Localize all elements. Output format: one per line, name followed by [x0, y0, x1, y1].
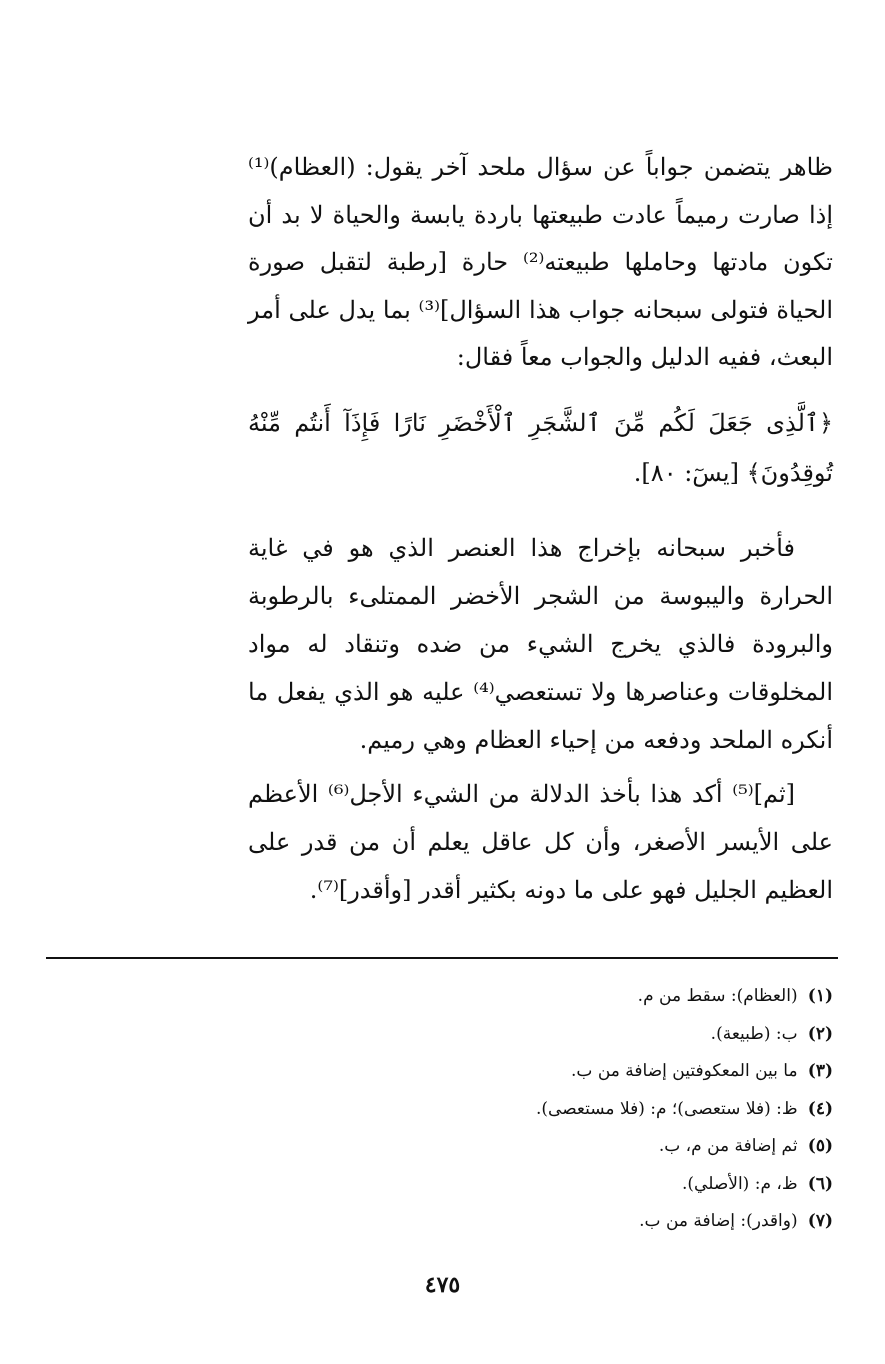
footnote-number: (٣)	[807, 1061, 833, 1081]
footnotes	[113, 978, 833, 1241]
footnote-text: ظ، م: (الأصلي).	[682, 1173, 798, 1194]
footnote-number: (٦)	[807, 1173, 833, 1194]
footnote-item	[113, 1203, 833, 1241]
footnote-text: ظ: (فلا ستعصى)؛ م: (فلا مستعصى).	[535, 1098, 798, 1119]
paragraph-2: فأخبر سبحانه بإخراج هذا العنصر الذي هو في غاية الحرارة واليبوسة من الشجر الأخضر الممتلىء بالرطوبة والبرودة فالذي يخرج الشيء من ضده وتنقاد له مواد المخلوقات وعناصرها ولا تستعصي⁽⁴⁾ عليه هو الذي يفعل ما أنكره الملحد ودفعه من إحياء العظام وهي رميم.	[248, 534, 833, 754]
footnote-item	[113, 1091, 833, 1129]
page-number: ٤٧٥	[424, 1272, 461, 1298]
footnote-text: ثم إضافة من م، ب.	[658, 1136, 798, 1156]
footnote-number: (٧)	[807, 1211, 833, 1231]
footnote-text: ما بين المعكوفتين إضافة من ب.	[571, 1061, 798, 1081]
footnote-text: (واقدر): إضافة من ب.	[639, 1211, 798, 1231]
footnote-text: ب: (طبيعة).	[710, 1023, 798, 1044]
quran-verse: ﴿ٱلَّذِى جَعَلَ لَكُم مِّنَ ٱلشَّجَرِ ٱلْأَخْضَرِ نَارًا فَإِذَآ أَنتُم مِّنْهُ تُوقِدُونَ﴾ [يسٓ: ٨٠].	[248, 409, 833, 487]
footnote-item	[113, 1053, 833, 1091]
footnote-number: (٤)	[807, 1098, 833, 1119]
footnote-item	[113, 978, 833, 1016]
footnote-number: (١)	[807, 986, 833, 1006]
footnote-divider	[46, 957, 838, 959]
footnote-text: (العظام): سقط من م.	[637, 986, 798, 1006]
footnote-number: (٥)	[807, 1136, 833, 1156]
footnote-number: (٢)	[807, 1023, 833, 1044]
footnote-item	[113, 1016, 833, 1054]
footnote-item	[113, 1128, 833, 1166]
paragraph-3: [ثم]⁽⁵⁾ أكد هذا بأخذ الدلالة من الشيء الأجل⁽⁶⁾ الأعظم على الأيسر الأصغر، وأن كل عاقل يعلم أن من قدر على العظيم الجليل فهو على ما دونه بكثير أقدر [وأقدر]⁽⁷⁾.	[248, 780, 833, 904]
paragraph-1: ظاهر يتضمن جواباً عن سؤال ملحد آخر يقول: (العظام)⁽¹⁾ إذا صارت رميماً عادت طبيعتها باردة يابسة والحياة لا بد أن تكون مادتها وحاملها طبيعته⁽²⁾ حارة [رطبة لتقبل صورة الحياة فتولى سبحانه جواب هذا السؤال]⁽³⁾ بما يدل على أمر البعث، ففيه الدليل والجواب معاً فقال:	[248, 153, 834, 371]
footnote-item	[113, 1166, 833, 1204]
